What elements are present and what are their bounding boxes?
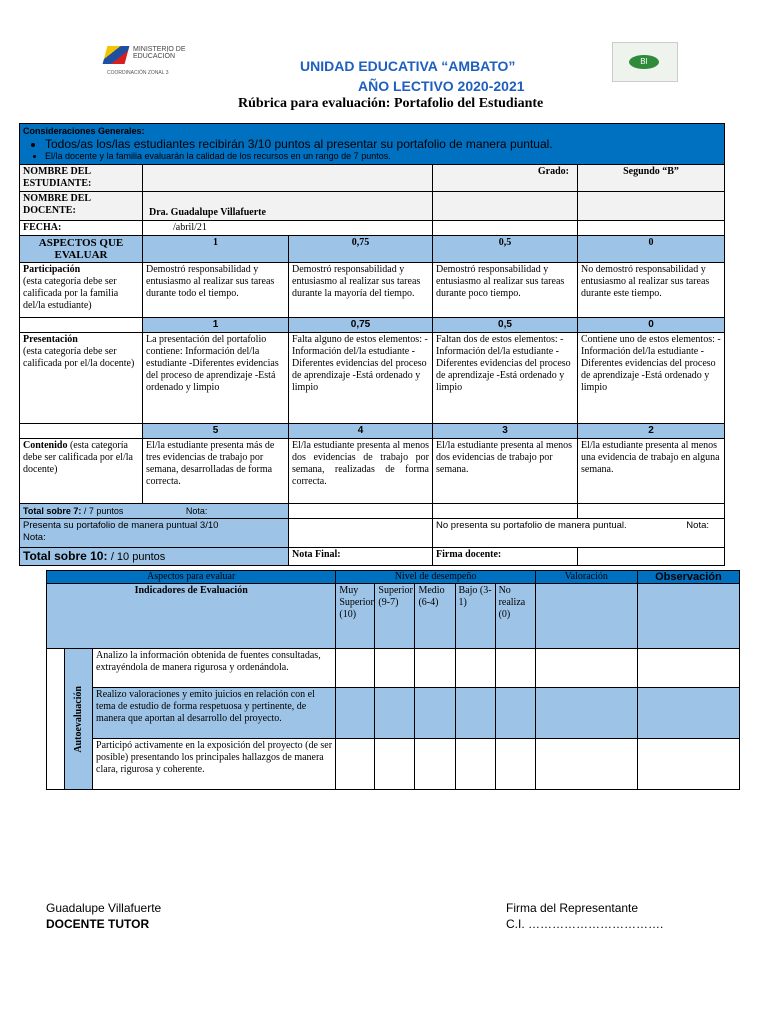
level-header: Bajo (3-1) [455,584,495,649]
level-cell[interactable] [415,739,455,790]
level-cell[interactable] [336,739,375,790]
participation-criterion: Demostró responsabilidad y entusiasmo al realizar sus tareas durante la mayoría del tiempo. [289,263,433,318]
total7-note-label: Nota: [185,506,208,516]
aspects-evaluate-header: Aspectos para evaluar [47,571,336,584]
on-time-text: Presenta su portafolio de manera puntual 3/10 [23,520,219,531]
rubric-table [19,123,725,566]
level-cell[interactable] [415,649,455,688]
score-header: 0,75 [289,318,433,333]
self-evaluation-label: Autoevaluación [72,685,84,753]
participation-criterion: Demostró responsabilidad y entusiasmo al realizar sus tareas durante todo el tiempo. [143,263,289,318]
grade-value: Segundo “B” [578,165,725,192]
ministry-logo-text: MINISTERIO DE EDUCACIÓN [133,46,186,60]
level-cell[interactable] [375,649,415,688]
date-extra-2 [578,221,725,236]
student-name-field[interactable] [143,165,433,192]
score-header: 1 [143,318,289,333]
participation-note: (esta categoría debe ser calificada por la familia del/la estudiante) [23,276,119,311]
teacher-signature-field[interactable] [578,548,725,566]
content-criterion: El/la estudiante presenta al menos dos evidencias de trabajo por semana. [433,439,578,504]
teacher-signature-label: Firma docente: [433,548,578,566]
content-criterion: El/la estudiante presenta al menos dos evidencias de trabajo por semana, realizadas de forma correcta. [289,439,433,504]
ib-logo-text: BI [629,55,659,69]
level-cell[interactable] [336,688,375,739]
level-header: Muy Superior (10) [336,584,375,649]
indicator-row: Analizo la información obtenida de fuentes consultadas, extrayéndola de manera rigurosa y ordenándola. [93,649,336,688]
blank-cell [20,318,143,333]
score-header: 5 [143,424,289,439]
level-cell[interactable] [336,649,375,688]
teacher-role: DOCENTE TUTOR [46,917,150,931]
score-header: 0 [578,236,725,263]
ministry-logo [105,44,200,80]
score-header: 0,5 [433,318,578,333]
valuation-cell[interactable] [535,739,637,790]
score-header: 0 [578,318,725,333]
level-header: No realiza (0) [495,584,535,649]
late-note-label: Nota: [686,520,710,531]
level-header: Medio (6-4) [415,584,455,649]
participation-criterion: No demostró responsabilidad y entusiasmo al realizar sus tareas durante este tiempo. [578,263,725,318]
content-note: (esta categoría debe ser calificada por el/la docente) [23,440,133,475]
valuation-header-blank [535,584,637,649]
total7-blank [289,504,433,519]
date-extra-1 [433,221,578,236]
consideration-item-1: • Todos/as los/las estudiantes recibirán 3/10 puntos al presentar su portafolio de manera puntual. [45,137,721,151]
considerations-box [20,124,725,165]
presentation-criterion: La presentación del portafolio contiene: Información del/la estudiante -Diferentes evidencias del proceso de aprendizaje -Está ordenado y limpio [143,333,289,424]
aspects-header: ASPECTOS QUE EVALUAR [20,236,143,263]
teacher-name-value: Dra. Guadalupe Villafuerte [143,192,433,221]
level-cell[interactable] [455,688,495,739]
final-grade-label: Nota Final: [289,548,433,566]
date-value[interactable]: /abril/21 [143,221,433,236]
late-text: No presenta su portafolio de manera puntual. [436,520,627,531]
total7-label: Total sobre 7: [23,506,82,516]
presentation-cell [20,333,143,424]
presentation-title: Presentación [23,334,78,345]
teacher-extra-2 [578,192,725,221]
consideration-item-2: • El/la docente y la familia evaluarán la calidad de los recursos en un rango de 7 puntos. [45,151,721,162]
total10-value: / 10 puntos [110,551,166,563]
total7-blank [433,504,578,519]
self-evaluation-label-cell [65,649,93,790]
blank-cell [20,424,143,439]
valuation-header: Valoración [535,571,637,584]
student-name-label: NOMBRE DEL ESTUDIANTE: [20,165,143,192]
valuation-cell[interactable] [535,649,637,688]
level-cell[interactable] [375,739,415,790]
score-header: 2 [578,424,725,439]
grade-label: Grado: [433,165,578,192]
score-header: 0,75 [289,236,433,263]
on-time-row [20,519,289,548]
late-row [433,519,725,548]
observation-header-blank [637,584,739,649]
total7-row [20,504,289,519]
school-year: AÑO LECTIVO 2020-2021 [358,78,525,94]
participation-title: Participación [23,264,81,275]
level-header: Superior (9-7) [375,584,415,649]
presentation-criterion: Faltan dos de estos elementos: -Información del/la estudiante -Diferentes evidencias del proceso de aprendizaje -Está ordenado y limpio [433,333,578,424]
participation-cell [20,263,143,318]
level-cell[interactable] [455,739,495,790]
teacher-name-label: NOMBRE DEL DOCENTE: [20,192,143,221]
content-cell [20,439,143,504]
ministry-logo-sub: COORDINACIÓN ZONAL 3 [107,70,169,76]
representative-id: C.I. ……………………………. [506,917,664,931]
level-cell[interactable] [455,649,495,688]
total10-row [20,548,289,566]
content-criterion: El/la estudiante presenta al menos una evidencia de trabajo en alguna semana. [578,439,725,504]
total10-label: Total sobre 10: [23,549,108,563]
level-cell[interactable] [495,688,535,739]
self-evaluation-table [46,570,740,790]
content-title: Contenido [23,440,68,451]
teacher-name: Guadalupe Villafuerte [46,901,162,915]
school-name: UNIDAD EDUCATIVA “AMBATO” [300,58,516,74]
score-header: 0,5 [433,236,578,263]
presentation-criterion: Contiene uno de estos elementos: -Información del/la estudiante -Diferentes evidencias del proceso de aprendizaje -Está ordenado y limpio [578,333,725,424]
ib-logo [612,42,678,82]
presentation-criterion: Falta alguno de estos elementos: -Información del/la estudiante -Diferentes evidencias del proceso de aprendizaje -Está ordenado y limpio [289,333,433,424]
observation-cell[interactable] [637,739,739,790]
level-cell[interactable] [375,688,415,739]
on-time-blank [289,519,433,548]
level-cell[interactable] [415,688,455,739]
valuation-cell[interactable] [535,688,637,739]
total7-value: / 7 puntos [83,506,124,516]
score-header: 4 [289,424,433,439]
indicator-row: Realizo valoraciones y emito juicios en relación con el tema de estudio de forma respetuosa y pertinente, de manera que aportan al desarrollo del proyecto. [93,688,336,739]
observation-header: Observación [637,571,739,584]
level-cell[interactable] [495,739,535,790]
level-cell[interactable] [495,649,535,688]
side-blank [47,649,65,790]
total7-blank [578,504,725,519]
considerations-title: Consideraciones Generales: [23,126,145,136]
score-header: 3 [433,424,578,439]
score-header: 1 [143,236,289,263]
performance-level-header: Nivel de desempeño [336,571,535,584]
page-title: Rúbrica para evaluación: Portafolio del Estudiante [238,96,544,111]
content-criterion: El/la estudiante presenta más de tres evidencias de trabajo por semana, desarrolladas de forma correcta. [143,439,289,504]
participation-criterion: Demostró responsabilidad y entusiasmo al realizar sus tareas durante poco tiempo. [433,263,578,318]
observation-cell[interactable] [637,649,739,688]
on-time-note-label: Nota: [23,532,46,543]
indicator-row: Participó activamente en la exposición del proyecto (de ser posible) presentando los principales hallazgos de manera clara, rigurosa y coherente. [93,739,336,790]
observation-cell[interactable] [637,688,739,739]
teacher-extra-1 [433,192,578,221]
presentation-note: (esta categoría debe ser calificada por el/la docente) [23,346,135,369]
indicators-header: Indicadores de Evaluación [47,584,336,649]
representative-signature: Firma del Representante [506,901,639,915]
date-label: FECHA: [20,221,143,236]
